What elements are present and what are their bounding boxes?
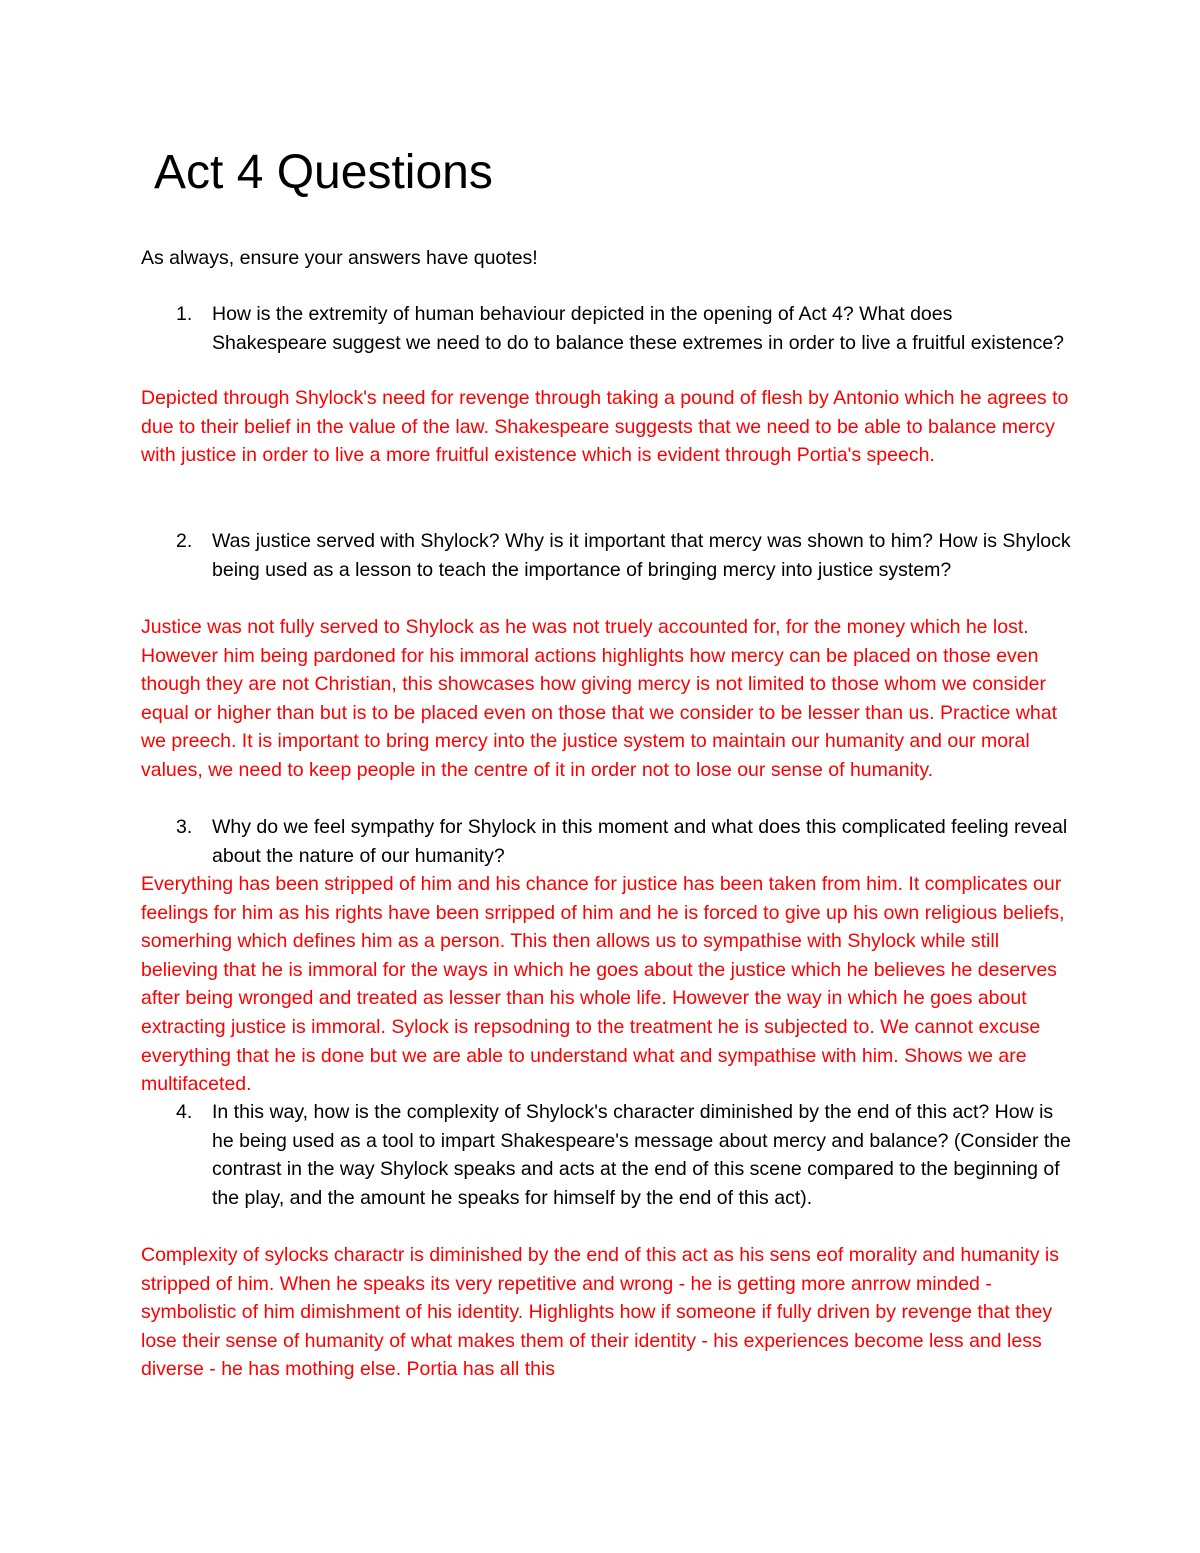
answer-3: Everything has been stripped of him and his chance for justice has been taken from him. It complicates our feelings for him as his rights have been srripped of him and he is forced to give up his own religious beliefs, somerhing which defines him as a person. This then allows us to sympathise with Shylock while still believing that he is immoral for the ways in which he goes about the justice which he believes he deserves after being wronged and treated as lesser than his whole life. However the way in which he goes about extracting justice is immoral. Sylock is repsodning to the treatment he is subjected to. We cannot excuse everything that he is done but we are able to understand what and sympathise with him. Shows we are multifaceted. [141, 873, 1065, 1096]
question-number: 3. [176, 816, 193, 838]
intro-text: As always, ensure your answers have quotes! [141, 247, 538, 269]
answer-4: Complexity of sylocks charactr is diminished by the end of this act as his sens eof morality and humanity is stripped of him. When he speaks its very repetitive and wrong - he is getting more anrrow minded - symbolistic of him dimishment of his identity. Highlights how if someone if fully driven by revenge that they lose their sense of humanity of what makes them of their identity - his experiences become less and less diverse - he has mothing else. Portia has all this [141, 1244, 1059, 1381]
question-2 [141, 527, 1071, 584]
answer-1: Depicted through Shylock's need for revenge through taking a pound of flesh by Antonio which he agrees to due to their belief in the value of the law. Shakespeare suggests that we need to be able to balance mercy with justice in order to live a more fruitful existence which is evident through Portia's speech. [141, 387, 1069, 467]
question-3 [141, 813, 1071, 870]
document-title: Act 4 Questions [154, 146, 493, 199]
answer-2: Justice was not fully served to Shylock as he was not truely accounted for, for the money which he lost. However him being pardoned for his immoral actions highlights how mercy can be placed on those even though they are not Christian, this showcases how giving mercy is not limited to those whom we consider equal or higher than but is to be placed even on those that we consider to be lesser than us. Practice what we preech. It is important to bring mercy into the justice system to maintain our humanity and our moral values, we need to keep people in the centre of it in order not to lose our sense of humanity. [141, 616, 1057, 781]
question-text: Why do we feel sympathy for Shylock in this moment and what does this complicated feeling reveal about the nature of our humanity? [212, 816, 1068, 867]
question-number: 1. [176, 303, 193, 325]
question-number: 2. [176, 530, 193, 552]
question-1 [141, 300, 1071, 357]
question-text: In this way, how is the complexity of Shylock's character diminished by the end of this act? How is he being used as a tool to impart Shakespeare's message about mercy and balance? (Consider the contrast in the way Shylock speaks and acts at the end of this scene compared to the beginning of the play, and the amount he speaks for himself by the end of this act). [212, 1101, 1071, 1209]
question-4 [141, 1098, 1071, 1212]
question-text: Was justice served with Shylock? Why is it important that mercy was shown to him? How is Shylock being used as a lesson to teach the importance of bringing mercy into justice system? [212, 530, 1071, 581]
question-number: 4. [176, 1101, 193, 1123]
question-text: How is the extremity of human behaviour depicted in the opening of Act 4? What does Shakespeare suggest we need to do to balance these extremes in order to live a fruitful existence? [212, 303, 1065, 354]
